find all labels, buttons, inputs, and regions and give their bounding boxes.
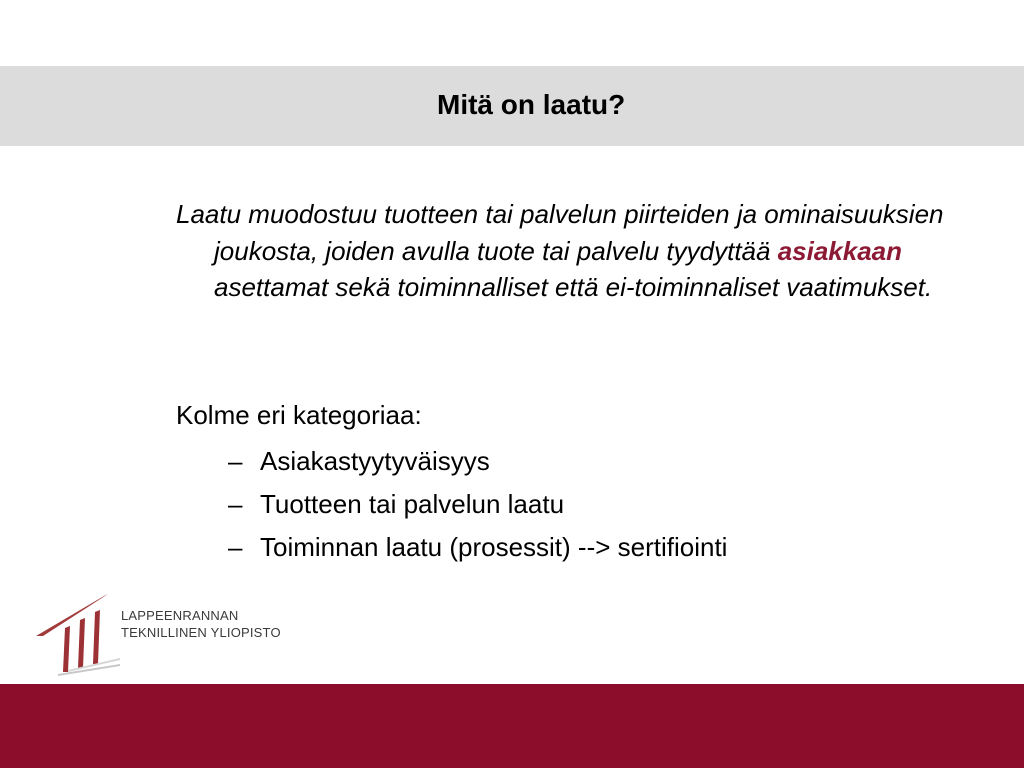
university-logo	[30, 590, 320, 680]
logo-line-2: TEKNILLINEN YLIOPISTO	[121, 625, 281, 640]
categories-heading: Kolme eri kategoriaa:	[176, 400, 422, 430]
definition-text-start: Laatu muodostuu tuotteen tai palvelun piirteiden ja ominaisuuksien joukosta, joiden avulla tuote tai palvelu tyydyttää	[176, 199, 944, 266]
footer-band	[0, 684, 1024, 768]
slide-content	[176, 196, 976, 562]
category-item	[228, 530, 928, 573]
category-label: Tuotteen tai palvelun laatu	[260, 489, 565, 519]
slide-title: Mitä on laatu?	[437, 89, 626, 120]
dash-bullet: –	[228, 489, 243, 519]
logo-text	[121, 607, 281, 641]
logo-line-1: LAPPEENRANNAN	[121, 608, 239, 623]
category-list	[228, 444, 928, 573]
category-item	[228, 444, 928, 487]
definition-paragraph	[176, 196, 986, 306]
dash-bullet: –	[228, 446, 243, 476]
category-item	[228, 487, 928, 530]
category-label: Asiakastyytyväisyys	[260, 446, 490, 476]
category-label: Toiminnan laatu (prosessit) --> sertifiointi	[260, 532, 728, 562]
lut-logo-icon	[30, 590, 120, 680]
definition-emphasis: asiakkaan	[777, 235, 903, 266]
dash-bullet: –	[228, 532, 243, 562]
definition-text-end: asettamat sekä toiminnalliset että ei-toiminnaliset vaatimukset.	[214, 272, 933, 302]
